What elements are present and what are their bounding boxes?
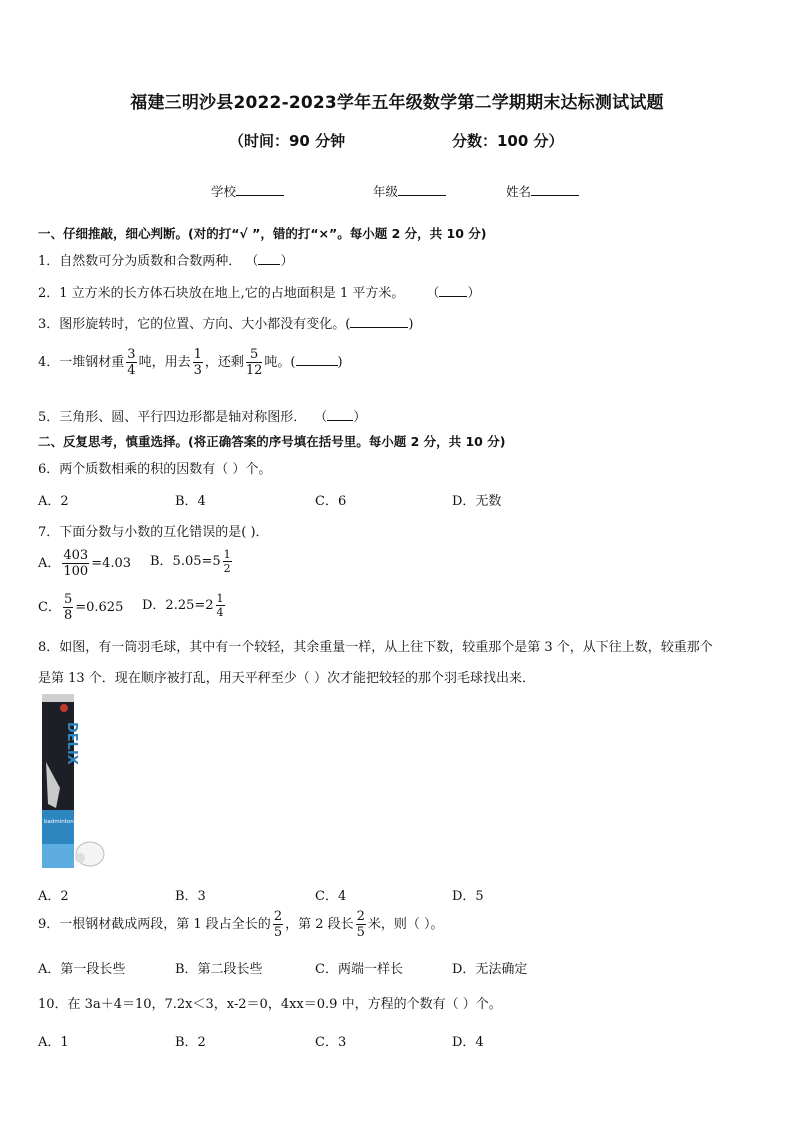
tube-brand-text: DELIX bbox=[64, 722, 79, 765]
q9-option-d: D．无法确定 bbox=[452, 962, 528, 977]
q8-option-a: A．2 bbox=[38, 889, 69, 904]
q7-d-fraction: $\frac{1}{4}$ bbox=[216, 592, 224, 619]
q3-paren-close: ) bbox=[408, 317, 414, 332]
q5-paren-open: （ bbox=[314, 410, 328, 425]
q4-fraction-2: $\frac{1}{3}$ bbox=[193, 347, 202, 378]
q8-option-b: B．3 bbox=[175, 889, 206, 904]
q4-blank bbox=[296, 352, 338, 366]
q2-text: 2．1 立方米的长方体石块放在地上,它的占地面积是 1 平方米。 bbox=[38, 286, 405, 301]
q4-paren-close: ) bbox=[337, 355, 343, 370]
q9-fraction-2: $\frac{2}{5}$ bbox=[356, 909, 365, 940]
q1-paren-open: （ bbox=[245, 254, 259, 269]
q10-option-a: A．1 bbox=[38, 1035, 69, 1050]
tube-cap bbox=[42, 694, 74, 702]
question-8-line-2: 是第 13 个．现在顺序被打乱，用天平秤至少（ ）次才能把较轻的那个羽毛球找出来． bbox=[38, 671, 535, 686]
q6-option-a: A．2 bbox=[38, 494, 69, 509]
question-6: 6．两个质数相乘的积的因数有（ ）个。 bbox=[38, 462, 272, 477]
q6-option-c: C．6 bbox=[315, 494, 347, 509]
exam-title: 福建三明沙县2022-2023学年五年级数学第二学期期末达标测试试题 bbox=[130, 93, 664, 113]
q7-option-a: A． $\frac{403}{100}$ =4.03 bbox=[38, 548, 132, 579]
name-field bbox=[506, 182, 579, 200]
q7-option-c: C． $\frac{5}{8}$ =0.625 bbox=[38, 592, 124, 623]
question-3 bbox=[38, 313, 413, 332]
q2-paren-open: （ bbox=[426, 286, 440, 301]
q9-fraction-1: $\frac{2}{5}$ bbox=[273, 909, 283, 940]
q3-text: 3．图形旋转时，它的位置、方向、大小都没有变化。( bbox=[38, 317, 351, 332]
q10-option-b: B．2 bbox=[175, 1035, 206, 1050]
q7-a-fraction: $\frac{403}{100}$ bbox=[63, 548, 89, 579]
q7-option-b: B．5.05=5 $\frac{1}{2}$ bbox=[150, 548, 231, 575]
time-label: （时间：90 分钟 bbox=[229, 132, 346, 150]
question-8-line-1: 8．如图，有一筒羽毛球，其中有一个较轻，其余重量一样，从上往下数，较重那个是第 3 个，从下往上数，较重那个 bbox=[38, 640, 713, 655]
q4-mid2: ，还剩 bbox=[204, 355, 244, 370]
q1-text: 1．自然数可分为质数和合数两种． bbox=[38, 254, 242, 269]
question-5 bbox=[38, 406, 366, 425]
q3-blank bbox=[350, 314, 408, 328]
question-10: 10．在 3a＋4＝10，7.2x＜3，x-2＝0，4xx＝0.9 中，方程的个数有（ ）个。 bbox=[38, 997, 502, 1012]
q1-paren-close: ） bbox=[280, 254, 294, 269]
q9-option-c: C．两端一样长 bbox=[315, 962, 403, 977]
q4-suffix: 吨。( bbox=[264, 355, 296, 370]
score-label: 分数：100 分） bbox=[452, 132, 564, 150]
class-field bbox=[373, 182, 446, 200]
q7-c-fraction: $\frac{5}{8}$ bbox=[63, 592, 73, 623]
q7-b-fraction: $\frac{1}{2}$ bbox=[223, 548, 231, 575]
question-2 bbox=[38, 282, 480, 301]
school-field bbox=[211, 182, 284, 200]
brand-logo bbox=[60, 704, 68, 712]
q5-paren-close: ） bbox=[353, 410, 367, 425]
tube-band bbox=[42, 810, 74, 844]
section1-heading: 一、仔细推敲，细心判断。(对的打“√ ”，错的打“×”。每小题 2 分，共 10 分) bbox=[38, 226, 487, 241]
shuttlecock-cork bbox=[75, 853, 85, 863]
q6-option-d: D．无数 bbox=[452, 494, 502, 509]
question-4 bbox=[38, 348, 343, 377]
q2-blank bbox=[439, 283, 467, 297]
q4-fraction-3: $\frac{5}{12}$ bbox=[245, 347, 263, 378]
q6-option-b: B．4 bbox=[175, 494, 206, 509]
question-7: 7．下面分数与小数的互化错误的是( )． bbox=[38, 525, 269, 540]
name-label: 姓名 bbox=[506, 184, 532, 199]
class-blank bbox=[398, 183, 446, 196]
school-blank bbox=[236, 183, 284, 196]
q8-option-c: C．4 bbox=[315, 889, 347, 904]
class-label: 年级 bbox=[373, 184, 399, 199]
name-blank bbox=[531, 183, 579, 196]
q10-option-d: D．4 bbox=[452, 1035, 484, 1050]
q8-option-d: D．5 bbox=[452, 889, 484, 904]
q9-option-b: B．第二段长些 bbox=[175, 962, 263, 977]
question-1 bbox=[38, 250, 293, 269]
q5-blank bbox=[327, 407, 353, 421]
section2-heading: 二、反复思考，慎重选择。(将正确答案的序号填在括号里。每小题 2 分，共 10 分) bbox=[38, 434, 506, 449]
q9-option-a: A．第一段长些 bbox=[38, 962, 126, 977]
q4-prefix: 4．一堆钢材重 bbox=[38, 355, 125, 370]
q10-option-c: C．3 bbox=[315, 1035, 347, 1050]
q4-fraction-1: $\frac{3}{4}$ bbox=[127, 347, 136, 378]
tube-band-text: badminton bbox=[44, 819, 74, 825]
question-9: 9．一根钢材截成两段，第 1 段占全长的 $\frac{2}{5}$ ，第 2 段长 $\frac{2}{5}$ 米，则（ ）。 bbox=[38, 909, 444, 940]
q1-blank bbox=[258, 251, 280, 265]
q5-text: 5．三角形、圆、平行四边形都是轴对称图形． bbox=[38, 410, 307, 425]
shuttlecock-tube-image bbox=[40, 692, 108, 870]
q4-mid1: 吨，用去 bbox=[138, 355, 191, 370]
school-label: 学校 bbox=[211, 184, 237, 199]
q2-paren-close: ） bbox=[467, 286, 481, 301]
tube-bottom bbox=[42, 844, 74, 868]
q7-option-d: D．2.25=2 $\frac{1}{4}$ bbox=[142, 592, 224, 619]
